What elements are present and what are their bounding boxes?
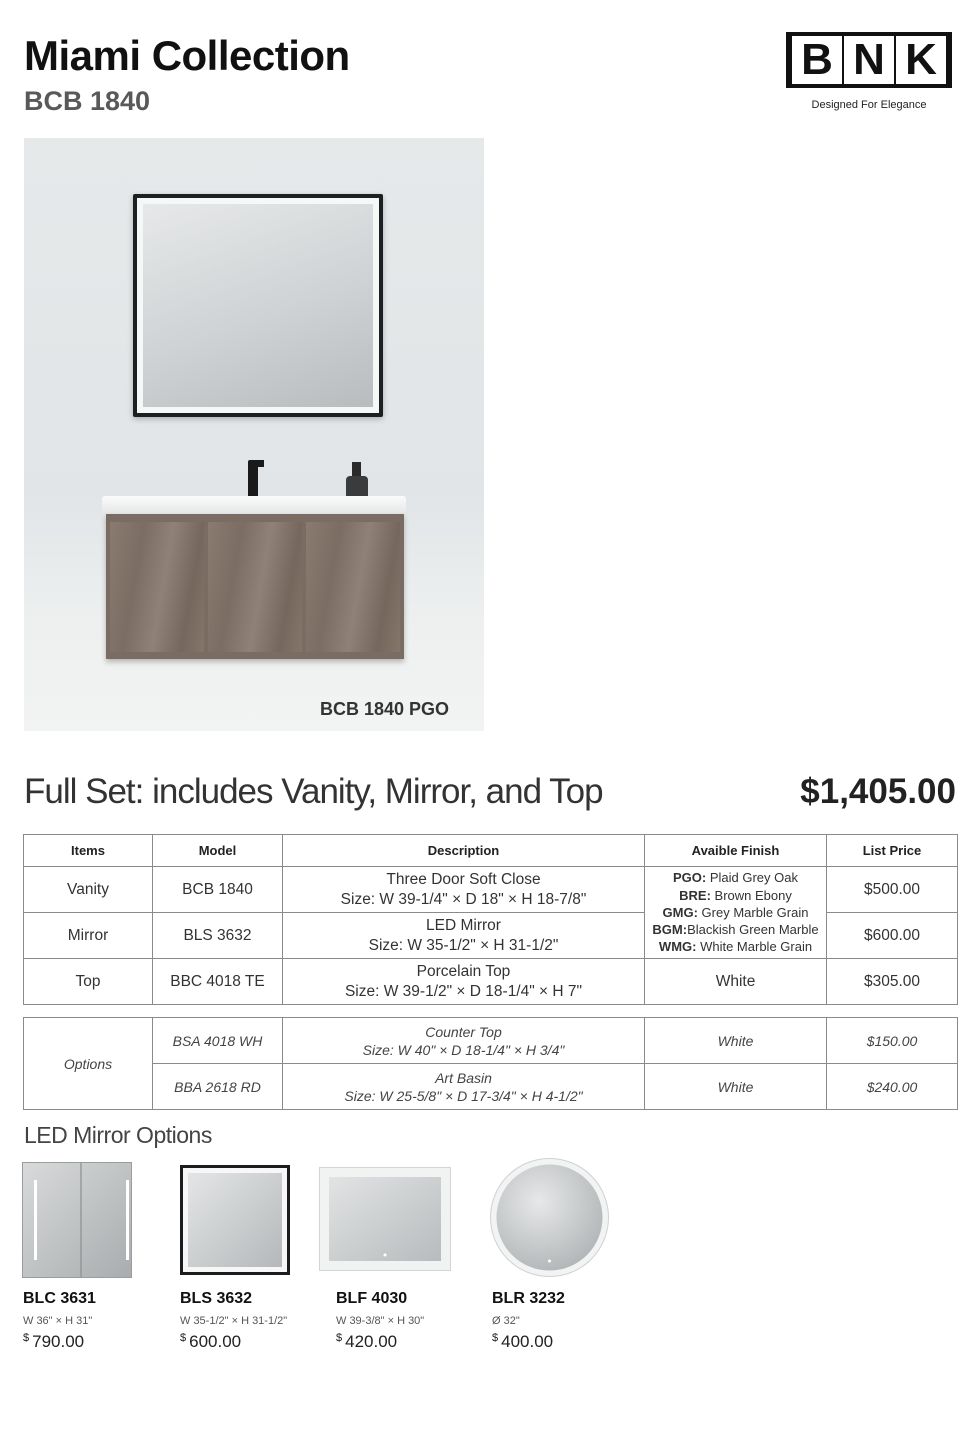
led-options-heading: LED Mirror Options — [24, 1122, 212, 1148]
table-row — [24, 1064, 958, 1110]
led-option-size: Ø 32" — [492, 1315, 520, 1327]
photo-caption: BCB 1840 PGO — [320, 699, 450, 719]
blc-3631-image — [22, 1162, 132, 1278]
finish-item: BRE: Brown Ebony — [679, 887, 792, 903]
cell-description — [283, 959, 645, 1005]
table-row — [24, 959, 958, 1005]
led-option-size: W 36" × H 31" — [23, 1315, 93, 1327]
cell-description — [283, 1064, 645, 1110]
pricing-table — [23, 834, 958, 1005]
cell-model: BSA 4018 WH — [153, 1018, 283, 1064]
table-header-row — [24, 835, 958, 867]
cell-item: Mirror — [24, 913, 153, 959]
blr-3232-image — [489, 1157, 610, 1278]
cell-model: BBA 2618 RD — [153, 1064, 283, 1110]
finish-item: BGM:Blackish Green Marble — [652, 922, 819, 938]
header-list-price: List Price — [827, 835, 958, 867]
header-finish: Avaible Finish — [645, 835, 827, 867]
desc-line2: Size: W 39-1/4" × D 18" × H 18-7/8" — [340, 890, 587, 908]
photo-door — [110, 522, 204, 652]
led-option-size: W 39-3/8" × H 30" — [336, 1315, 425, 1327]
desc-line1: Art Basin — [435, 1069, 492, 1086]
bnk-logo — [786, 32, 952, 88]
cell-finish: White — [645, 1018, 827, 1064]
blf-4030-image — [319, 1167, 451, 1271]
desc-line1: Porcelain Top — [416, 962, 511, 980]
full-set-price: $1,405.00 — [800, 772, 956, 811]
logo-tagline: Designed For Elegance — [811, 99, 927, 111]
led-option-size: W 35-1/2" × H 31-1/2" — [180, 1315, 288, 1327]
logo-letter-b: B — [792, 36, 842, 84]
desc-line1: Counter Top — [425, 1023, 502, 1040]
header-model: Model — [153, 835, 283, 867]
cell-description — [283, 913, 645, 959]
cell-item: Top — [24, 959, 153, 1005]
photo-door — [306, 522, 400, 652]
page-title: Miami Collection — [24, 32, 350, 79]
finish-item: WMG: White Marble Grain — [658, 939, 813, 955]
photo-led-mirror — [133, 194, 383, 417]
led-option-price: $ 400.00 — [492, 1332, 554, 1351]
cell-model: BLS 3632 — [153, 913, 283, 959]
photo-countertop — [102, 496, 406, 514]
led-option-price: $ 420.00 — [336, 1332, 398, 1351]
options-table — [23, 1017, 958, 1110]
cell-finish-list — [645, 867, 827, 959]
cell-price: $150.00 — [827, 1018, 958, 1064]
finish-item: PGO: Plaid Grey Oak — [672, 870, 798, 886]
desc-line2: Size: W 40" × D 18-1/4" × H 3/4" — [362, 1041, 565, 1058]
cell-price: $240.00 — [827, 1064, 958, 1110]
cell-price: $305.00 — [827, 959, 958, 1005]
led-option-name: BLF 4030 — [336, 1290, 408, 1307]
logo-letter-k: K — [896, 36, 946, 84]
finish-item: GMG: Grey Marble Grain — [662, 904, 809, 920]
cell-item: Vanity — [24, 867, 153, 913]
cell-price: $600.00 — [827, 913, 958, 959]
model-subtitle: BCB 1840 — [24, 86, 151, 116]
cell-finish: White — [645, 1064, 827, 1110]
cell-description — [283, 1018, 645, 1064]
led-option-price: $ 790.00 — [23, 1332, 85, 1351]
desc-line2: Size: W 35-1/2" × H 31-1/2" — [368, 936, 559, 954]
header-items: Items — [24, 835, 153, 867]
cell-finish: White — [645, 959, 827, 1005]
cell-price: $500.00 — [827, 867, 958, 913]
bls-3632-image — [180, 1165, 290, 1275]
cell-description — [283, 867, 645, 913]
desc-line2: Size: W 39-1/2" × D 18-1/4" × H 7" — [344, 982, 583, 1000]
table-row — [24, 1018, 958, 1064]
led-option-price: $ 600.00 — [180, 1332, 242, 1351]
led-option-name: BLC 3631 — [23, 1290, 96, 1307]
cell-model: BBC 4018 TE — [153, 959, 283, 1005]
header-description: Description — [283, 835, 645, 867]
options-label: Options — [24, 1018, 153, 1110]
photo-vanity-cabinet — [106, 514, 404, 659]
cell-model: BCB 1840 — [153, 867, 283, 913]
table-row — [24, 867, 958, 913]
product-photo — [24, 138, 484, 731]
logo-letter-n: N — [844, 36, 894, 84]
desc-line1: Three Door Soft Close — [386, 870, 541, 888]
led-option-name: BLR 3232 — [492, 1290, 565, 1307]
led-option-name: BLS 3632 — [180, 1290, 253, 1307]
full-set-text: Full Set: includes Vanity, Mirror, and Top — [24, 772, 603, 811]
desc-line1: LED Mirror — [426, 916, 501, 934]
photo-door — [208, 522, 302, 652]
desc-line2: Size: W 25-5/8" × D 17-3/4" × H 4-1/2" — [344, 1087, 583, 1104]
